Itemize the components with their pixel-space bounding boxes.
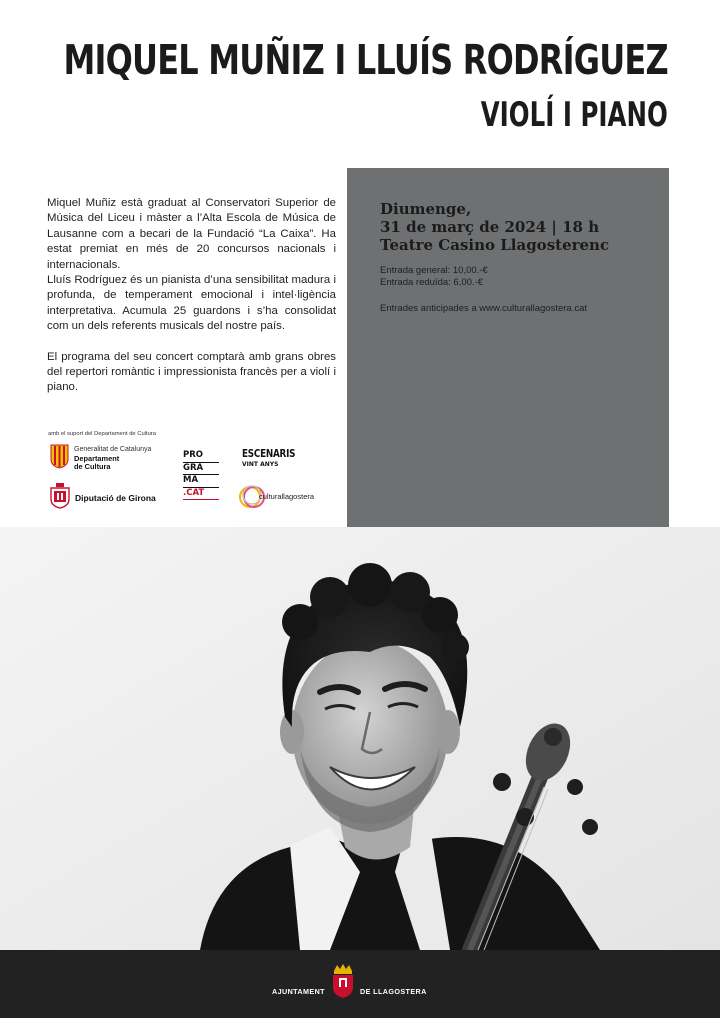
price-general: Entrada general: 10,00.-€ [380,265,488,276]
llagostera-crest-icon [331,963,355,999]
generalitat-department: Departament [74,454,120,463]
bio-paragraph-3: El programa del seu concert comptarà amb grans obres del repertori romàntic i impressionista francès per a violí i piano. [47,350,336,394]
advance-tickets: Entrades anticipades a www.culturallagostera.cat [380,303,588,314]
generalitat-name: Generalitat de Catalunya [74,446,152,453]
price-reduced: Entrada reduïda: 6,00.-€ [380,277,483,288]
programa-line-2: GRA [183,463,219,476]
event-date: 31 de març de 2024 | 18 h [380,218,600,236]
event-venue: Teatre Casino Llagosterenc [380,236,610,254]
escenaris-title: ESCENARIS [242,447,296,460]
bio-paragraph-1: Miquel Muñiz està graduat al Conservatori Superior de Música del Liceu i màster a l’Alta Escola de Música de Lausanne com a becari de la Fundació “La Caixa”. Ha estat premiat en més de 20 concursos nacionals i internacionals. [47,197,336,271]
programa-line-3: MA [183,475,219,488]
escenaris-subtitle: VINT ANYS [242,461,279,468]
event-day: Diumenge, [380,200,472,218]
musician-photo [0,527,720,950]
programa-line-4: .CAT [183,488,219,501]
footer-bar [0,950,720,1018]
programa-cat-logo [183,450,219,500]
support-label: amb el suport del Departament de Cultura [48,431,156,437]
footer-ajuntament: AJUNTAMENT [272,987,325,996]
cultura-name: culturallagostera [259,492,315,501]
diputacio-shield-icon [50,483,70,509]
generalitat-shield-icon [50,444,69,469]
escenaris-logo [242,447,309,468]
footer-llagostera: DE LLAGOSTERA [360,987,427,996]
bio-text [47,196,336,396]
cultura-llagostera-logo [238,482,338,512]
diputacio-name: Diputació de Girona [75,493,156,503]
generalitat-culture: de Cultura [74,462,111,471]
violinist-portrait [0,527,720,950]
programa-line-1: PRO [183,450,219,463]
diputacio-logo [50,483,170,509]
page-title: MIQUEL MUÑIZ I LLUÍS RODRÍGUEZ [63,36,668,84]
bio-paragraph-2: Lluís Rodríguez és un pianista d’una sensibilitat madura i profunda, de temperament emocional i intel·ligència interpretativa. Acumula 25 guardons i s’ha consolidat com un dels referents musicals del nostre país. [47,274,336,333]
generalitat-logo [50,444,170,470]
page-subtitle: VIOLÍ I PIANO [480,95,668,135]
event-info-panel [347,168,669,540]
